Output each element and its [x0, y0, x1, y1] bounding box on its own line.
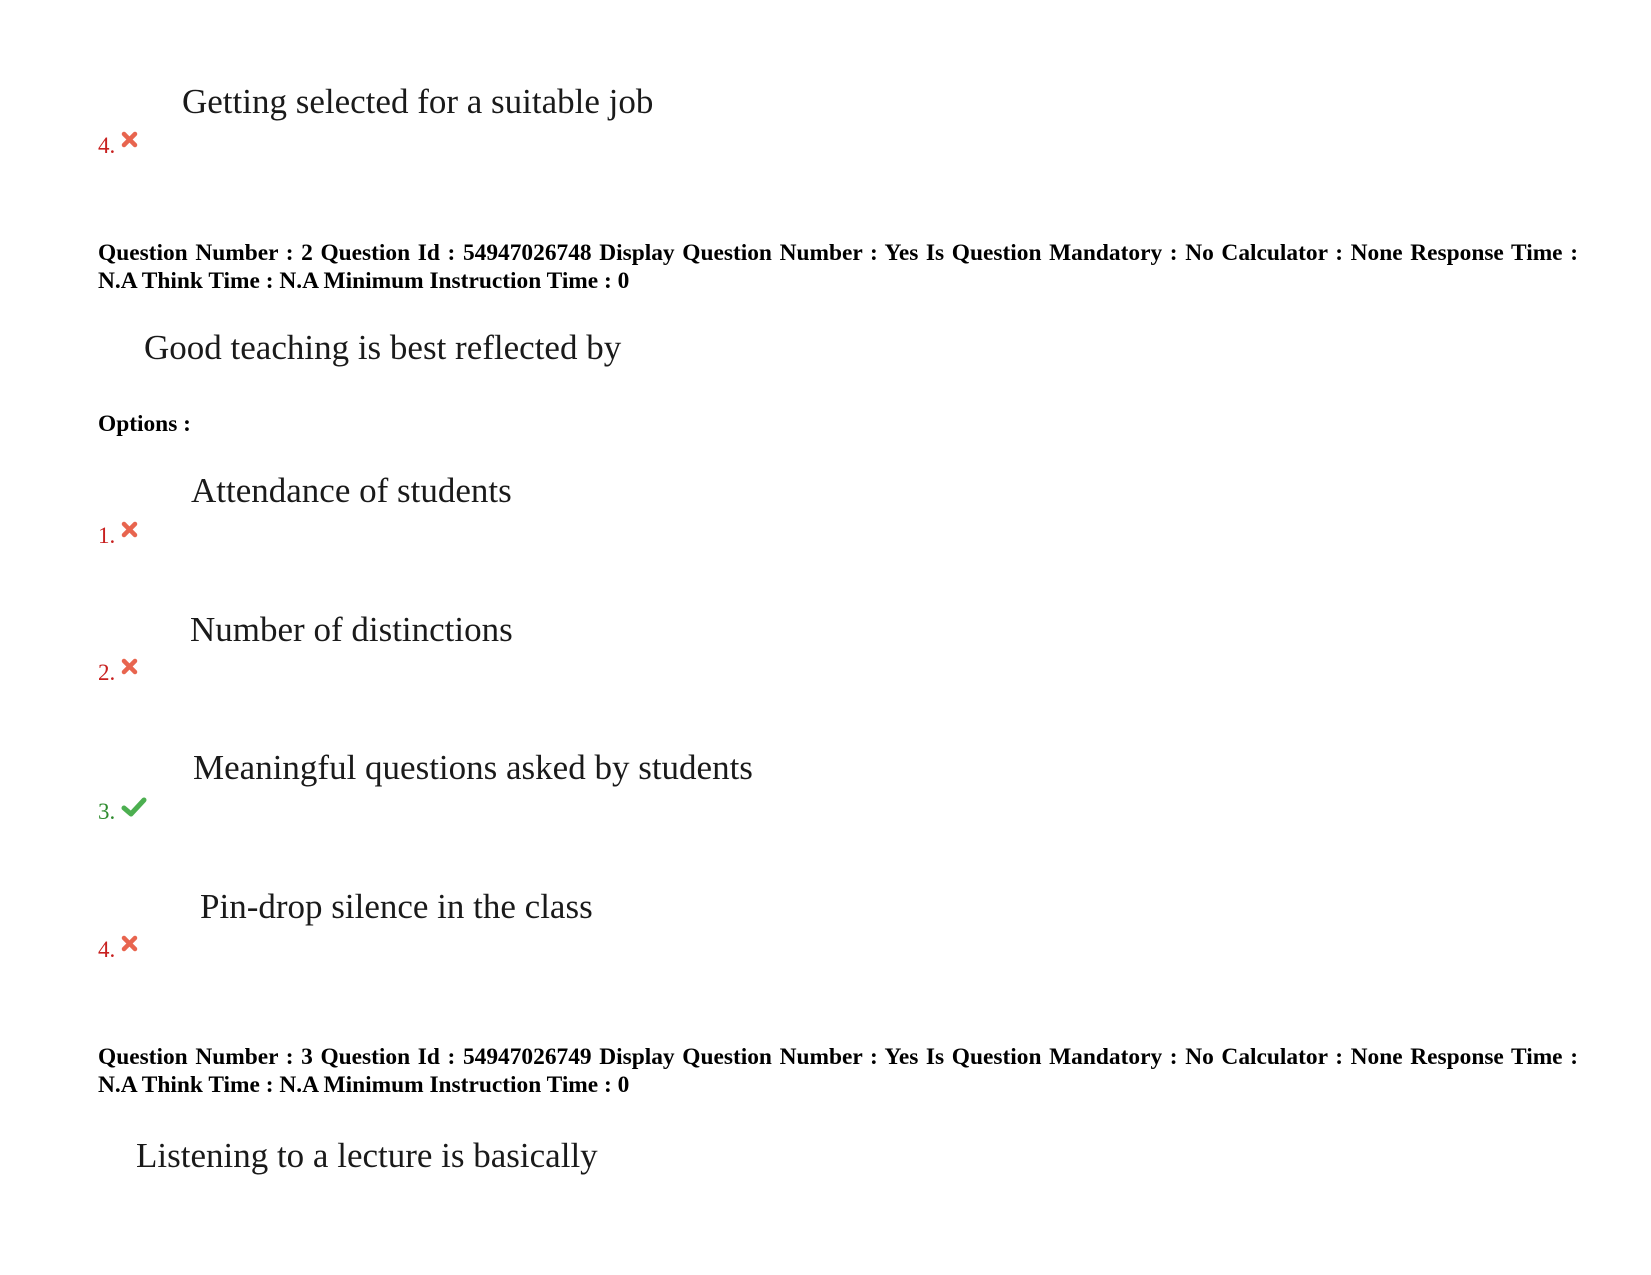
option-number: 2. — [98, 660, 116, 685]
option-text: Meaningful questions asked by students — [193, 748, 753, 787]
check-icon — [121, 796, 147, 818]
question-meta: Question Number : 2 Question Id : 54947026748 Display Question Number : Yes Is Question Mandatory : No Calculator : None Response Time : N.A Think Time : N.A Minimum Instruction Time : 0 — [98, 240, 1578, 294]
option-marker — [98, 800, 147, 823]
cross-icon — [121, 658, 138, 675]
option-number: 4. — [98, 133, 116, 158]
question-text: Good teaching is best reflected by — [144, 328, 622, 367]
option-text: Number of distinctions — [190, 610, 513, 649]
cross-icon — [121, 131, 138, 148]
question-meta: Question Number : 3 Question Id : 54947026749 Display Question Number : Yes Is Question Mandatory : No Calculator : None Response Time : N.A Think Time : N.A Minimum Instruction Time : 0 — [98, 1044, 1578, 1098]
options-label: Options : — [98, 411, 191, 437]
option-number: 4. — [98, 937, 116, 962]
option-marker — [98, 661, 138, 684]
cross-icon — [121, 521, 138, 538]
option-text: Attendance of students — [191, 471, 512, 510]
option-marker — [98, 524, 138, 547]
option-marker — [98, 938, 138, 961]
option-marker — [98, 134, 138, 157]
option-text: Pin-drop silence in the class — [200, 887, 593, 926]
option-number: 3. — [98, 799, 116, 824]
question-text: Listening to a lecture is basically — [136, 1136, 598, 1175]
cross-icon — [121, 935, 138, 952]
option-number: 1. — [98, 523, 116, 548]
option-text: Getting selected for a suitable job — [182, 82, 654, 121]
